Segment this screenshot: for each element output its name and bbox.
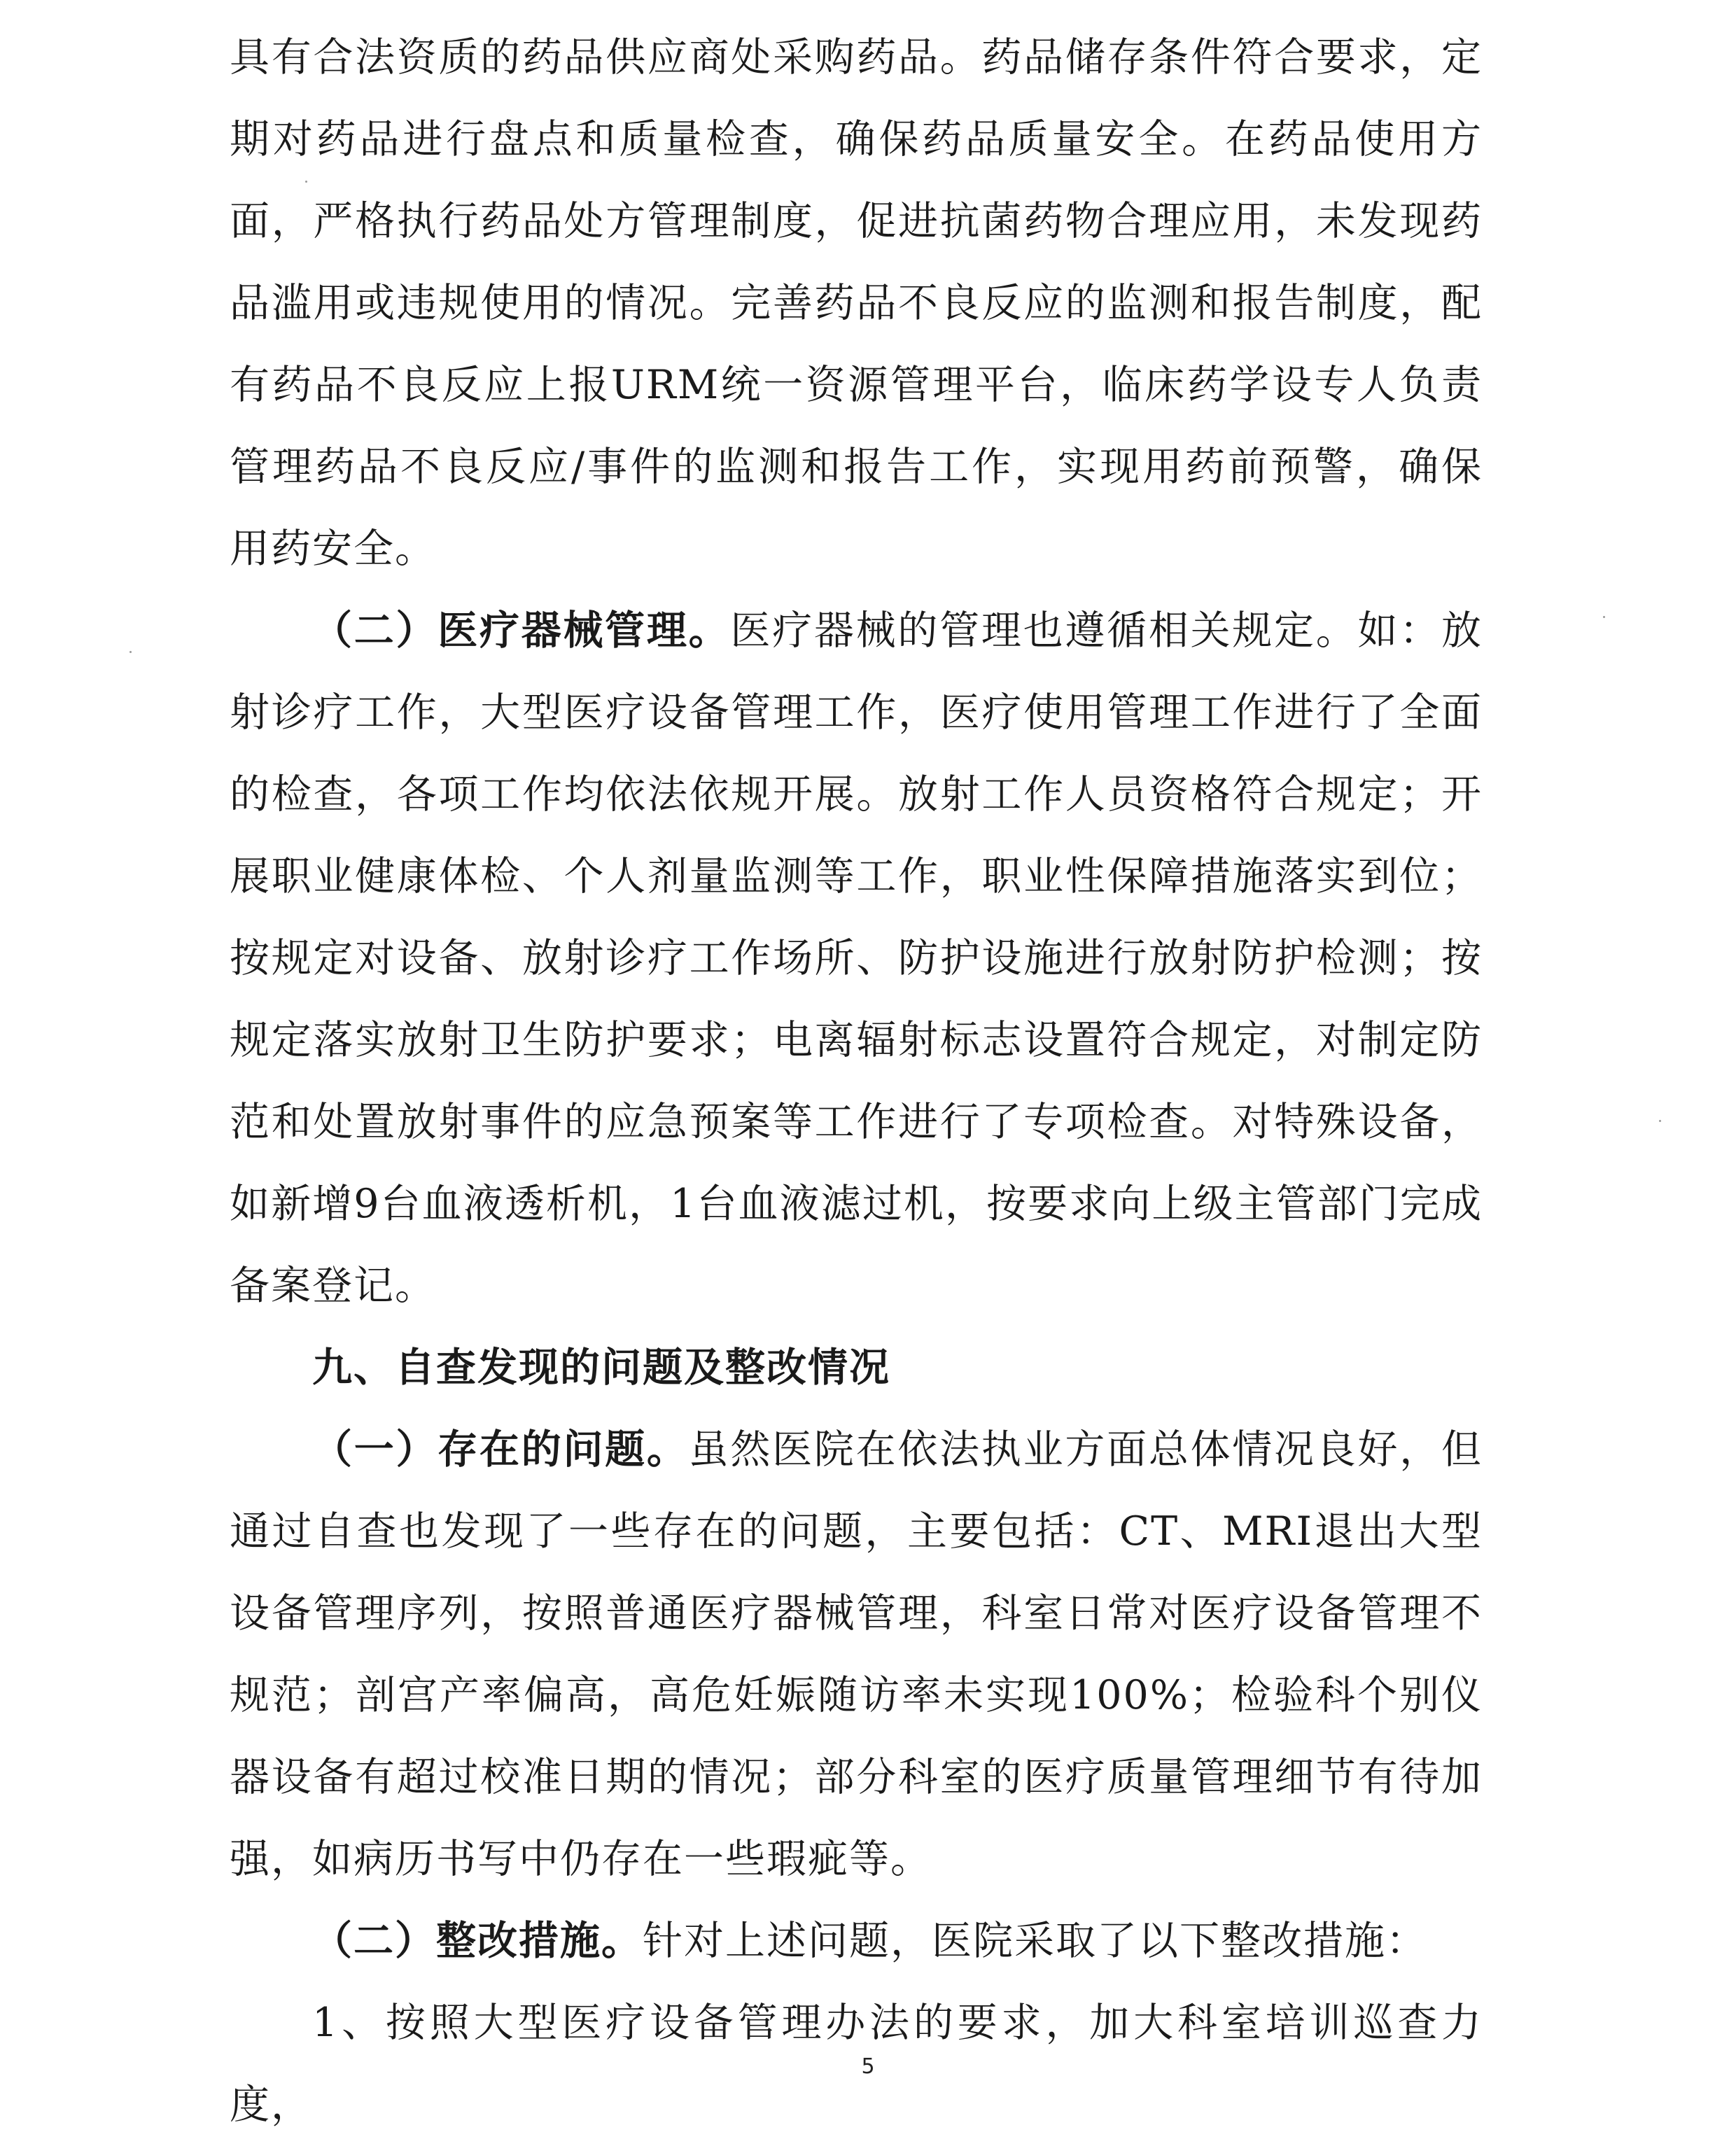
section-heading-nine: 九、自查发现的问题及整改情况 [312,1345,890,1391]
paragraph-drug-procurement [230,17,1483,590]
paragraph-medical-devices [230,590,1483,1327]
body-text [230,17,1483,2146]
paragraph-lead: （二）整改措施。 [312,1918,643,1964]
paragraph-lead: （二）医疗器械管理。 [312,608,731,654]
page-number: 5 [861,2054,875,2079]
paragraph-lead: （一）存在的问题。 [312,1426,689,1473]
paragraph-rectification-measures [230,1900,1483,1982]
paragraph-existing-problems [230,1409,1483,1900]
scan-speck [305,181,307,183]
paragraph-text: 针对上述问题，医院采取了以下整改措施： [643,1918,1427,1964]
scan-speck [130,651,132,653]
scan-speck [1659,1120,1661,1122]
scan-speck [1603,616,1605,618]
paragraph-text: 具有合法资质的药品供应商处采购药品。药品储存条件符合要求，定期对药品进行盘点和质量检查，确保药品质量安全。在药品使用方面，严格执行药品处方管理制度，促进抗菌药物合理应用，未发现药品滥用或违规使用的情况。完善药品不良反应的监测和报告制度，配有药品不良反应上报URM统一资源管理平台，临床药学设专人负责管理药品不良反应/事件的监测和报告工作，实现用药前预警，确保用药安全。 [230,34,1483,572]
paragraph-text: 医疗器械的管理也遵循相关规定。如：放射诊疗工作，大型医疗设备管理工作，医疗使用管理工作进行了全面的检查，各项工作均依法依规开展。放射工作人员资格符合规定；开展职业健康体检、个人剂量监测等工作，职业性保障措施落实到位；按规定对设备、放射诊疗工作场所、防护设施进行放射防护检测；按规定落实放射卫生防护要求；电离辐射标志设置符合规定，对制定防范和处置放射事件的应急预案等工作进行了专项检查。对特殊设备，如新增9台血液透析机，1台血液滤过机，按要求向上级主管部门完成备案登记。 [230,608,1483,1309]
paragraph-text: 1、按照大型医疗设备管理办法的要求，加大科室培训巡查力度， [230,2000,1483,2128]
paragraph-text: 虽然医院在依法执业方面总体情况良好，但通过自查也发现了一些存在的问题，主要包括：CT、MRI退出大型设备管理序列，按照普通医疗器械管理，科室日常对医疗设备管理不规范；剖宫产率偏高，高危妊娠随访率未实现100%；检验科个别仪器设备有超过校准日期的情况；部分科室的医疗质量管理细节有待加强，如病历书写中仍存在一些瑕疵等。 [230,1426,1483,1882]
